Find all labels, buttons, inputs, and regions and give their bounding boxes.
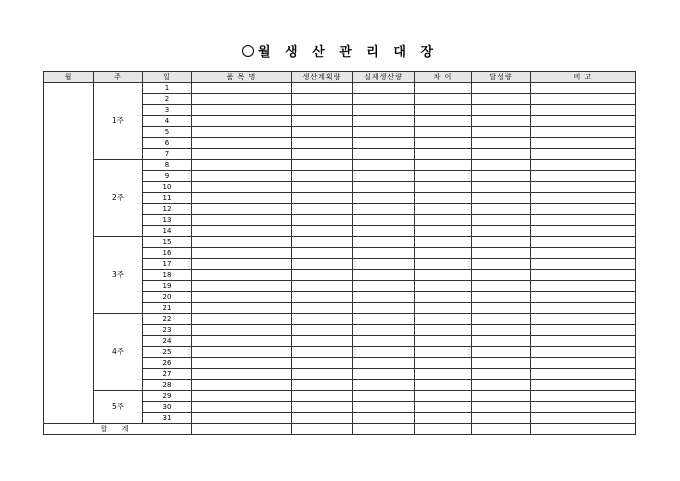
item-name-cell[interactable] <box>192 281 292 292</box>
achievement-cell[interactable] <box>472 204 531 215</box>
achievement-cell[interactable] <box>472 402 531 413</box>
actual-quantity-cell[interactable] <box>353 314 415 325</box>
achievement-cell[interactable] <box>472 325 531 336</box>
remarks-cell[interactable] <box>531 94 636 105</box>
actual-quantity-cell[interactable] <box>353 358 415 369</box>
actual-quantity-cell[interactable] <box>353 94 415 105</box>
remarks-cell[interactable] <box>531 83 636 94</box>
day-cell: 29 <box>143 391 192 402</box>
item-name-cell[interactable] <box>192 116 292 127</box>
day-cell: 1 <box>143 83 192 94</box>
item-name-cell[interactable] <box>192 94 292 105</box>
actual-quantity-cell[interactable] <box>353 237 415 248</box>
remarks-cell[interactable] <box>531 193 636 204</box>
day-cell: 16 <box>143 248 192 259</box>
actual-quantity-cell[interactable] <box>353 380 415 391</box>
remarks-cell[interactable] <box>531 358 636 369</box>
day-cell: 25 <box>143 347 192 358</box>
remarks-cell[interactable] <box>531 391 636 402</box>
planned-quantity-cell[interactable] <box>292 182 353 193</box>
planned-quantity-cell[interactable] <box>292 226 353 237</box>
remarks-cell[interactable] <box>531 171 636 182</box>
item-name-cell[interactable] <box>192 292 292 303</box>
actual-quantity-cell[interactable] <box>353 204 415 215</box>
achievement-cell[interactable] <box>472 127 531 138</box>
page-title <box>0 44 680 62</box>
actual-quantity-cell[interactable] <box>353 281 415 292</box>
achievement-cell[interactable] <box>472 336 531 347</box>
planned-quantity-cell[interactable] <box>292 380 353 391</box>
remarks-cell[interactable] <box>531 347 636 358</box>
remarks-cell[interactable] <box>531 281 636 292</box>
day-cell: 6 <box>143 138 192 149</box>
achievement-cell[interactable] <box>472 94 531 105</box>
achievement-cell[interactable] <box>472 413 531 424</box>
day-cell: 28 <box>143 380 192 391</box>
total-difference-cell[interactable] <box>415 424 472 435</box>
week-label-cell: 3주 <box>94 237 143 314</box>
item-name-cell[interactable] <box>192 303 292 314</box>
remarks-cell[interactable] <box>531 303 636 314</box>
remarks-cell[interactable] <box>531 160 636 171</box>
remarks-cell[interactable] <box>531 105 636 116</box>
item-name-cell[interactable] <box>192 380 292 391</box>
actual-quantity-cell[interactable] <box>353 105 415 116</box>
remarks-cell[interactable] <box>531 259 636 270</box>
planned-quantity-cell[interactable] <box>292 83 353 94</box>
planned-quantity-cell[interactable] <box>292 171 353 182</box>
day-cell: 2 <box>143 94 192 105</box>
total-label: 합 계 <box>44 424 192 435</box>
ledger-body <box>44 83 636 435</box>
actual-quantity-cell[interactable] <box>353 193 415 204</box>
achievement-cell[interactable] <box>472 138 531 149</box>
achievement-cell[interactable] <box>472 160 531 171</box>
difference-cell[interactable] <box>415 391 472 402</box>
item-name-cell[interactable] <box>192 336 292 347</box>
achievement-cell[interactable] <box>472 358 531 369</box>
remarks-cell[interactable] <box>531 248 636 259</box>
achievement-cell[interactable] <box>472 149 531 160</box>
item-name-cell[interactable] <box>192 325 292 336</box>
difference-cell[interactable] <box>415 369 472 380</box>
item-name-cell[interactable] <box>192 182 292 193</box>
actual-quantity-cell[interactable] <box>353 292 415 303</box>
planned-quantity-cell[interactable] <box>292 358 353 369</box>
difference-cell[interactable] <box>415 292 472 303</box>
remarks-cell[interactable] <box>531 336 636 347</box>
item-name-cell[interactable] <box>192 314 292 325</box>
planned-quantity-cell[interactable] <box>292 160 353 171</box>
item-name-cell[interactable] <box>192 193 292 204</box>
planned-quantity-cell[interactable] <box>292 402 353 413</box>
achievement-cell[interactable] <box>472 237 531 248</box>
actual-quantity-cell[interactable] <box>353 149 415 160</box>
planned-quantity-cell[interactable] <box>292 193 353 204</box>
header-item-name: 품 목 명 <box>192 72 292 83</box>
remarks-cell[interactable] <box>531 369 636 380</box>
difference-cell[interactable] <box>415 127 472 138</box>
actual-quantity-cell[interactable] <box>353 325 415 336</box>
actual-quantity-cell[interactable] <box>353 127 415 138</box>
week-label-cell: 2주 <box>94 160 143 237</box>
day-cell: 11 <box>143 193 192 204</box>
difference-cell[interactable] <box>415 182 472 193</box>
day-cell: 5 <box>143 127 192 138</box>
title-text: 월 생 산 관 리 대 장 <box>257 45 439 60</box>
planned-quantity-cell[interactable] <box>292 138 353 149</box>
actual-quantity-cell[interactable] <box>353 116 415 127</box>
actual-quantity-cell[interactable] <box>353 215 415 226</box>
remarks-cell[interactable] <box>531 380 636 391</box>
difference-cell[interactable] <box>415 226 472 237</box>
remarks-cell[interactable] <box>531 314 636 325</box>
item-name-cell[interactable] <box>192 402 292 413</box>
actual-quantity-cell[interactable] <box>353 83 415 94</box>
header-actual-quantity: 실제생산량 <box>353 72 415 83</box>
actual-quantity-cell[interactable] <box>353 182 415 193</box>
achievement-cell[interactable] <box>472 292 531 303</box>
day-cell: 24 <box>143 336 192 347</box>
difference-cell[interactable] <box>415 94 472 105</box>
item-name-cell[interactable] <box>192 413 292 424</box>
item-name-cell[interactable] <box>192 391 292 402</box>
day-cell: 23 <box>143 325 192 336</box>
planned-quantity-cell[interactable] <box>292 347 353 358</box>
actual-quantity-cell[interactable] <box>353 259 415 270</box>
total-remarks-cell[interactable] <box>531 424 636 435</box>
week-label-cell: 5주 <box>94 391 143 424</box>
difference-cell[interactable] <box>415 237 472 248</box>
item-name-cell[interactable] <box>192 204 292 215</box>
remarks-cell[interactable] <box>531 413 636 424</box>
table-row <box>44 314 636 325</box>
actual-quantity-cell[interactable] <box>353 171 415 182</box>
difference-cell[interactable] <box>415 193 472 204</box>
total-achievement-cell[interactable] <box>472 424 531 435</box>
remarks-cell[interactable] <box>531 292 636 303</box>
production-ledger-table <box>43 71 636 435</box>
remarks-cell[interactable] <box>531 116 636 127</box>
planned-quantity-cell[interactable] <box>292 281 353 292</box>
actual-quantity-cell[interactable] <box>353 226 415 237</box>
item-name-cell[interactable] <box>192 149 292 160</box>
planned-quantity-cell[interactable] <box>292 215 353 226</box>
circle-icon <box>242 45 254 57</box>
difference-cell[interactable] <box>415 270 472 281</box>
item-name-cell[interactable] <box>192 160 292 171</box>
day-cell: 26 <box>143 358 192 369</box>
header-row <box>44 72 636 83</box>
day-cell: 12 <box>143 204 192 215</box>
achievement-cell[interactable] <box>472 182 531 193</box>
remarks-cell[interactable] <box>531 149 636 160</box>
difference-cell[interactable] <box>415 402 472 413</box>
planned-quantity-cell[interactable] <box>292 237 353 248</box>
item-name-cell[interactable] <box>192 83 292 94</box>
day-cell: 18 <box>143 270 192 281</box>
week-label-cell: 1주 <box>94 83 143 160</box>
actual-quantity-cell[interactable] <box>353 336 415 347</box>
header-planned-quantity: 생산계획량 <box>292 72 353 83</box>
achievement-cell[interactable] <box>472 226 531 237</box>
difference-cell[interactable] <box>415 380 472 391</box>
achievement-cell[interactable] <box>472 193 531 204</box>
week-label-cell: 4주 <box>94 314 143 391</box>
item-name-cell[interactable] <box>192 105 292 116</box>
achievement-cell[interactable] <box>472 380 531 391</box>
day-cell: 14 <box>143 226 192 237</box>
day-cell: 17 <box>143 259 192 270</box>
planned-quantity-cell[interactable] <box>292 105 353 116</box>
actual-quantity-cell[interactable] <box>353 402 415 413</box>
planned-quantity-cell[interactable] <box>292 204 353 215</box>
difference-cell[interactable] <box>415 303 472 314</box>
difference-cell[interactable] <box>415 171 472 182</box>
difference-cell[interactable] <box>415 413 472 424</box>
difference-cell[interactable] <box>415 215 472 226</box>
actual-quantity-cell[interactable] <box>353 160 415 171</box>
day-cell: 27 <box>143 369 192 380</box>
item-name-cell[interactable] <box>192 215 292 226</box>
header-difference: 차 이 <box>415 72 472 83</box>
item-name-cell[interactable] <box>192 248 292 259</box>
difference-cell[interactable] <box>415 160 472 171</box>
header-day: 일 <box>143 72 192 83</box>
achievement-cell[interactable] <box>472 215 531 226</box>
difference-cell[interactable] <box>415 138 472 149</box>
item-name-cell[interactable] <box>192 270 292 281</box>
difference-cell[interactable] <box>415 116 472 127</box>
difference-cell[interactable] <box>415 358 472 369</box>
total-planned-cell[interactable] <box>292 424 353 435</box>
difference-cell[interactable] <box>415 248 472 259</box>
planned-quantity-cell[interactable] <box>292 248 353 259</box>
planned-quantity-cell[interactable] <box>292 303 353 314</box>
difference-cell[interactable] <box>415 325 472 336</box>
achievement-cell[interactable] <box>472 116 531 127</box>
header-remarks: 비 고 <box>531 72 636 83</box>
difference-cell[interactable] <box>415 105 472 116</box>
achievement-cell[interactable] <box>472 83 531 94</box>
actual-quantity-cell[interactable] <box>353 138 415 149</box>
remarks-cell[interactable] <box>531 204 636 215</box>
remarks-cell[interactable] <box>531 237 636 248</box>
difference-cell[interactable] <box>415 83 472 94</box>
difference-cell[interactable] <box>415 314 472 325</box>
actual-quantity-cell[interactable] <box>353 248 415 259</box>
day-cell: 3 <box>143 105 192 116</box>
day-cell: 8 <box>143 160 192 171</box>
day-cell: 31 <box>143 413 192 424</box>
item-name-cell[interactable] <box>192 347 292 358</box>
planned-quantity-cell[interactable] <box>292 336 353 347</box>
planned-quantity-cell[interactable] <box>292 292 353 303</box>
achievement-cell[interactable] <box>472 270 531 281</box>
planned-quantity-cell[interactable] <box>292 369 353 380</box>
item-name-cell[interactable] <box>192 171 292 182</box>
difference-cell[interactable] <box>415 149 472 160</box>
remarks-cell[interactable] <box>531 325 636 336</box>
day-cell: 20 <box>143 292 192 303</box>
achievement-cell[interactable] <box>472 303 531 314</box>
actual-quantity-cell[interactable] <box>353 303 415 314</box>
item-name-cell[interactable] <box>192 237 292 248</box>
achievement-cell[interactable] <box>472 391 531 402</box>
remarks-cell[interactable] <box>531 270 636 281</box>
item-name-cell[interactable] <box>192 127 292 138</box>
difference-cell[interactable] <box>415 336 472 347</box>
achievement-cell[interactable] <box>472 347 531 358</box>
actual-quantity-cell[interactable] <box>353 347 415 358</box>
item-name-cell[interactable] <box>192 358 292 369</box>
remarks-cell[interactable] <box>531 138 636 149</box>
table-row <box>44 83 636 94</box>
day-cell: 22 <box>143 314 192 325</box>
remarks-cell[interactable] <box>531 402 636 413</box>
table-row <box>44 160 636 171</box>
item-name-cell[interactable] <box>192 259 292 270</box>
header-week: 주 <box>94 72 143 83</box>
item-name-cell[interactable] <box>192 226 292 237</box>
total-item-cell[interactable] <box>192 424 292 435</box>
achievement-cell[interactable] <box>472 248 531 259</box>
difference-cell[interactable] <box>415 204 472 215</box>
achievement-cell[interactable] <box>472 259 531 270</box>
planned-quantity-cell[interactable] <box>292 391 353 402</box>
item-name-cell[interactable] <box>192 369 292 380</box>
actual-quantity-cell[interactable] <box>353 413 415 424</box>
achievement-cell[interactable] <box>472 314 531 325</box>
achievement-cell[interactable] <box>472 171 531 182</box>
planned-quantity-cell[interactable] <box>292 127 353 138</box>
planned-quantity-cell[interactable] <box>292 314 353 325</box>
day-cell: 30 <box>143 402 192 413</box>
achievement-cell[interactable] <box>472 105 531 116</box>
achievement-cell[interactable] <box>472 281 531 292</box>
day-cell: 4 <box>143 116 192 127</box>
planned-quantity-cell[interactable] <box>292 149 353 160</box>
achievement-cell[interactable] <box>472 369 531 380</box>
actual-quantity-cell[interactable] <box>353 369 415 380</box>
difference-cell[interactable] <box>415 347 472 358</box>
remarks-cell[interactable] <box>531 226 636 237</box>
planned-quantity-cell[interactable] <box>292 259 353 270</box>
total-row <box>44 424 636 435</box>
day-cell: 7 <box>143 149 192 160</box>
day-cell: 21 <box>143 303 192 314</box>
remarks-cell[interactable] <box>531 127 636 138</box>
header-achievement: 달성량 <box>472 72 531 83</box>
table-row <box>44 237 636 248</box>
planned-quantity-cell[interactable] <box>292 325 353 336</box>
item-name-cell[interactable] <box>192 138 292 149</box>
table-row <box>44 391 636 402</box>
planned-quantity-cell[interactable] <box>292 94 353 105</box>
difference-cell[interactable] <box>415 281 472 292</box>
day-cell: 19 <box>143 281 192 292</box>
day-cell: 15 <box>143 237 192 248</box>
planned-quantity-cell[interactable] <box>292 413 353 424</box>
total-actual-cell[interactable] <box>353 424 415 435</box>
difference-cell[interactable] <box>415 259 472 270</box>
planned-quantity-cell[interactable] <box>292 270 353 281</box>
month-cell[interactable] <box>44 83 94 424</box>
day-cell: 9 <box>143 171 192 182</box>
planned-quantity-cell[interactable] <box>292 116 353 127</box>
remarks-cell[interactable] <box>531 182 636 193</box>
day-cell: 13 <box>143 215 192 226</box>
header-month: 월 <box>44 72 94 83</box>
actual-quantity-cell[interactable] <box>353 391 415 402</box>
day-cell: 10 <box>143 182 192 193</box>
actual-quantity-cell[interactable] <box>353 270 415 281</box>
remarks-cell[interactable] <box>531 215 636 226</box>
